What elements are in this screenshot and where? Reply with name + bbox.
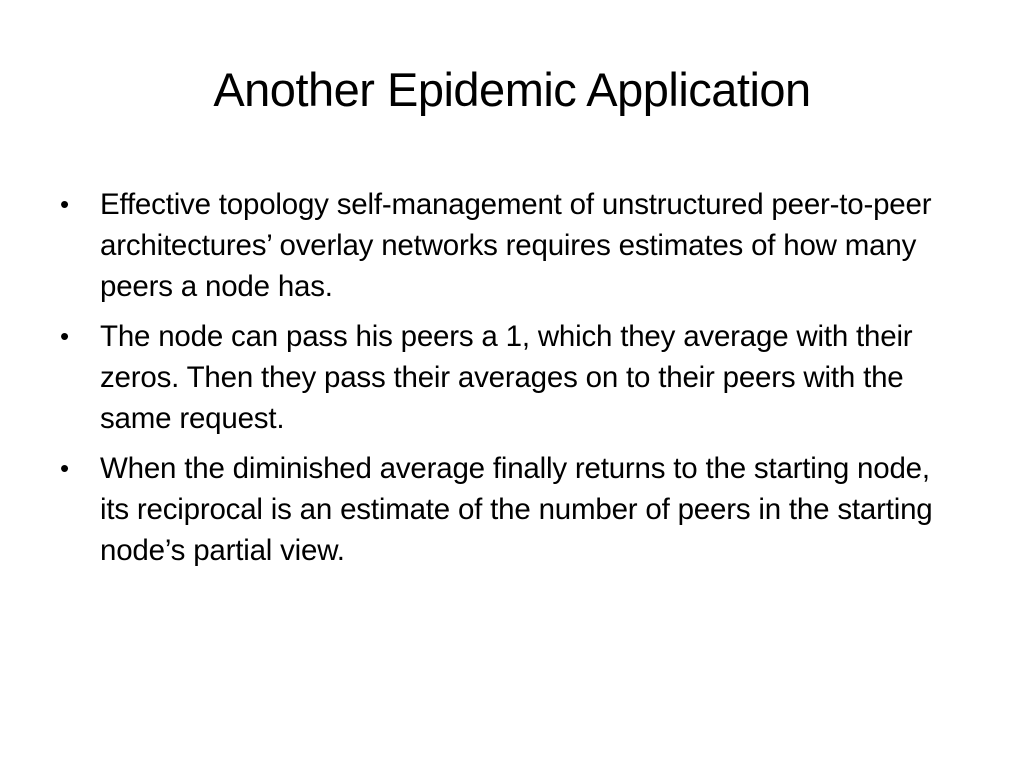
bullet-item [58, 184, 958, 307]
bullet-text: Effective topology self-management of unstructured peer-to-peer architectures’ overlay networks requires estimates of how many peers a node has. [100, 188, 932, 303]
slide-title: Another Epidemic Application [213, 63, 811, 116]
bullet-list [58, 184, 958, 580]
bullet-item [58, 316, 958, 439]
bullet-icon: • [60, 321, 69, 351]
bullet-text: When the diminished average finally returns to the starting node, its reciprocal is an estimate of the number of peers in the starting node’s partial view. [100, 452, 933, 567]
bullet-text: The node can pass his peers a 1, which they average with their zeros. Then they pass their averages on to their peers with the same request. [100, 320, 913, 435]
bullet-icon: • [60, 189, 69, 219]
bullet-item [58, 448, 958, 571]
bullet-icon: • [60, 453, 69, 483]
